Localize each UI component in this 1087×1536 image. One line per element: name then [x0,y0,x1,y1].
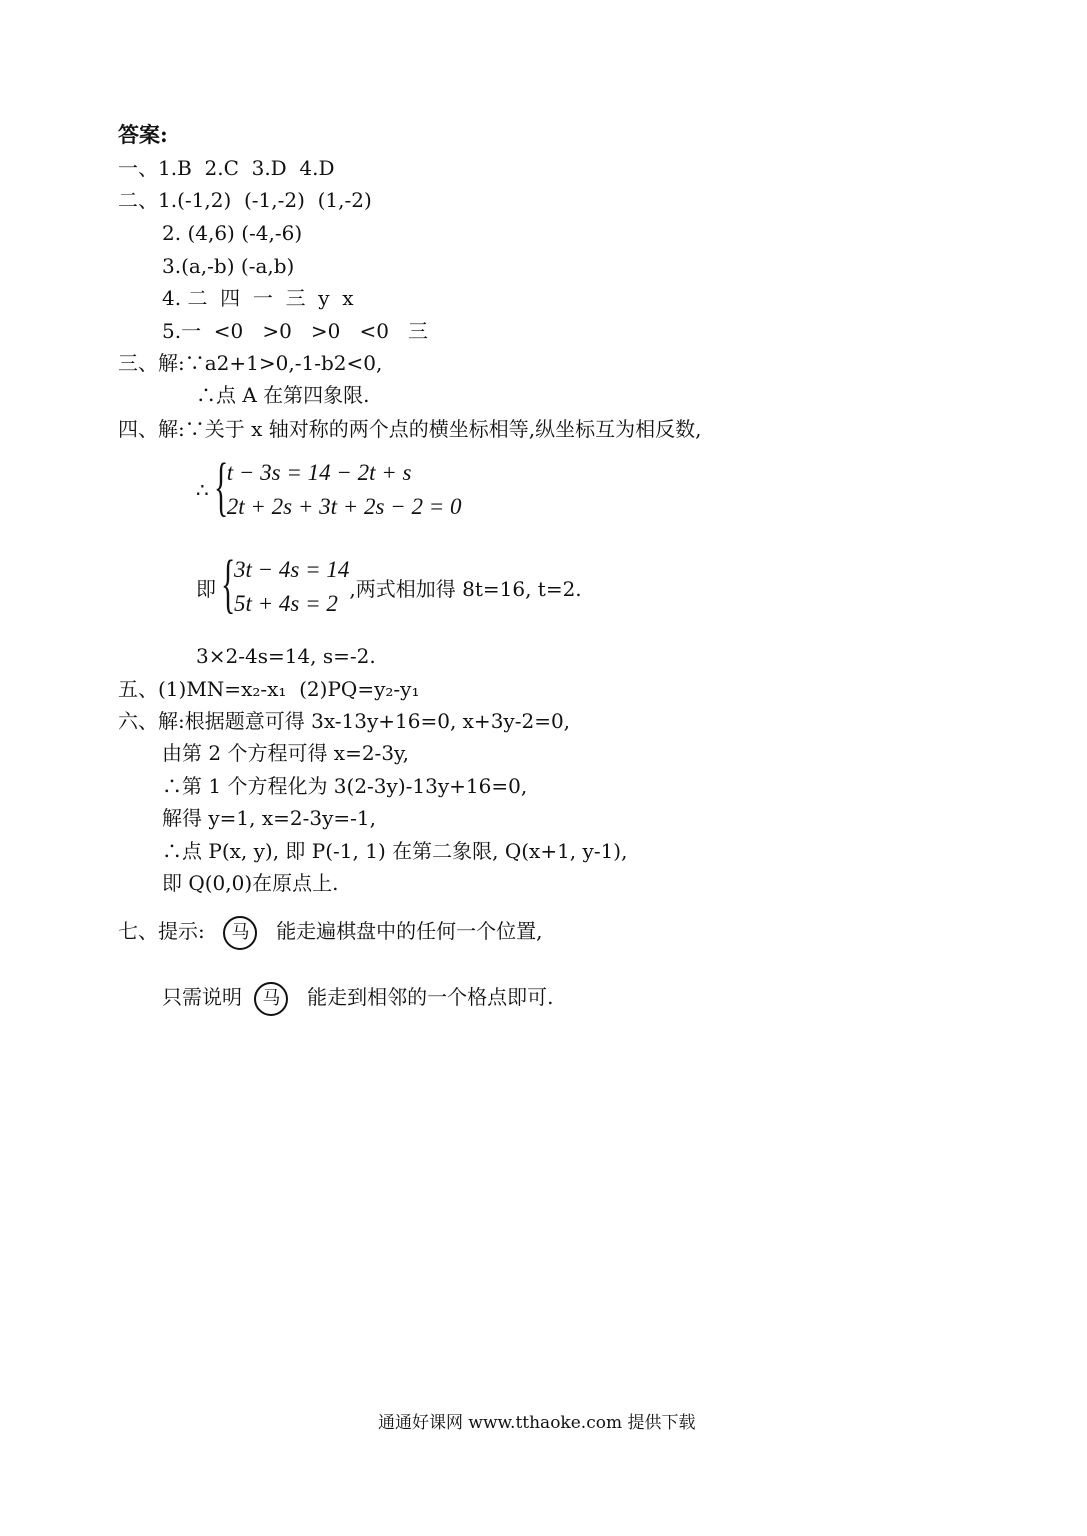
section-2-line-5: 5.一 <0 >0 >0 <0 三 [162,319,429,343]
section-6-line-1: 六、解:根据题意可得 3x-13y+16=0, x+3y-2=0, [118,709,571,733]
section-2-line-4: 4. 二 四 一 三 y x [162,286,354,310]
system-1-equation-2: 2t + 2s + 3t + 2s − 2 = 0 [226,494,462,519]
system-2-equation-1: 3t − 4s = 14 [234,557,350,582]
answer-title: 答案: [118,122,168,147]
section-3-line-2: ∴点 A 在第四象限. [196,383,370,407]
section-7-prefix: 七、提示: [118,919,205,943]
section-7-line-2-text: 能走到相邻的一个格点即可. [307,985,554,1009]
system-2-prefix: 即 [196,576,216,601]
section-3-line-1: 三、解:∵a2+1>0,-1-b2<0, [118,351,383,375]
section-1-answers: 一、1.B 2.C 3.D 4.D [118,156,335,180]
equation-system-2 [196,547,582,621]
left-brace-icon: { [220,547,236,620]
system-2-suffix: ,两式相加得 8t=16, t=2. [349,576,582,601]
section-2-line-1: 二、1.(-1,2) (-1,-2) (1,-2) [118,188,372,212]
equation-system-1 [196,450,462,524]
section-4-result: 3×2-4s=14, s=-2. [196,644,376,668]
section-6-line-4: 解得 y=1, x=2-3y=-1, [162,806,376,830]
section-5-answers: 五、(1)MN=x₂-x₁ (2)PQ=y₂-y₁ [118,677,420,701]
section-6-line-6: 即 Q(0,0)在原点上. [162,871,339,895]
section-7-line-1 [118,914,543,950]
section-6-line-5: ∴点 P(x, y), 即 P(-1, 1) 在第二象限, Q(x+1, y-1), [162,839,628,863]
section-2-line-3: 3.(a,-b) (-a,b) [162,254,295,278]
therefore-symbol: ∴ [196,478,209,502]
section-4-line-1: 四、解:∵关于 x 轴对称的两个点的横坐标相等,纵坐标互为相反数, [118,417,702,441]
section-2-line-2: 2. (4,6) (-4,-6) [162,221,303,245]
system-2-equation-2: 5t + 4s = 2 [234,591,338,616]
section-7-line-1-text: 能走遍棋盘中的任何一个位置, [276,919,543,943]
left-brace-icon: { [213,450,228,523]
horse-piece-icon: 马 [223,916,257,950]
section-7-line-2 [162,980,553,1016]
section-7-line-2-prefix: 只需说明 [162,985,242,1009]
horse-piece-icon: 马 [254,982,288,1016]
section-6-line-2: 由第 2 个方程可得 x=2-3y, [162,741,410,765]
section-6-line-3: ∴第 1 个方程化为 3(2-3y)-13y+16=0, [162,774,528,798]
system-1-equation-1: t − 3s = 14 − 2t + s [226,460,412,485]
footer-source: 通通好课网 www.tthaoke.com 提供下载 [378,1413,696,1433]
